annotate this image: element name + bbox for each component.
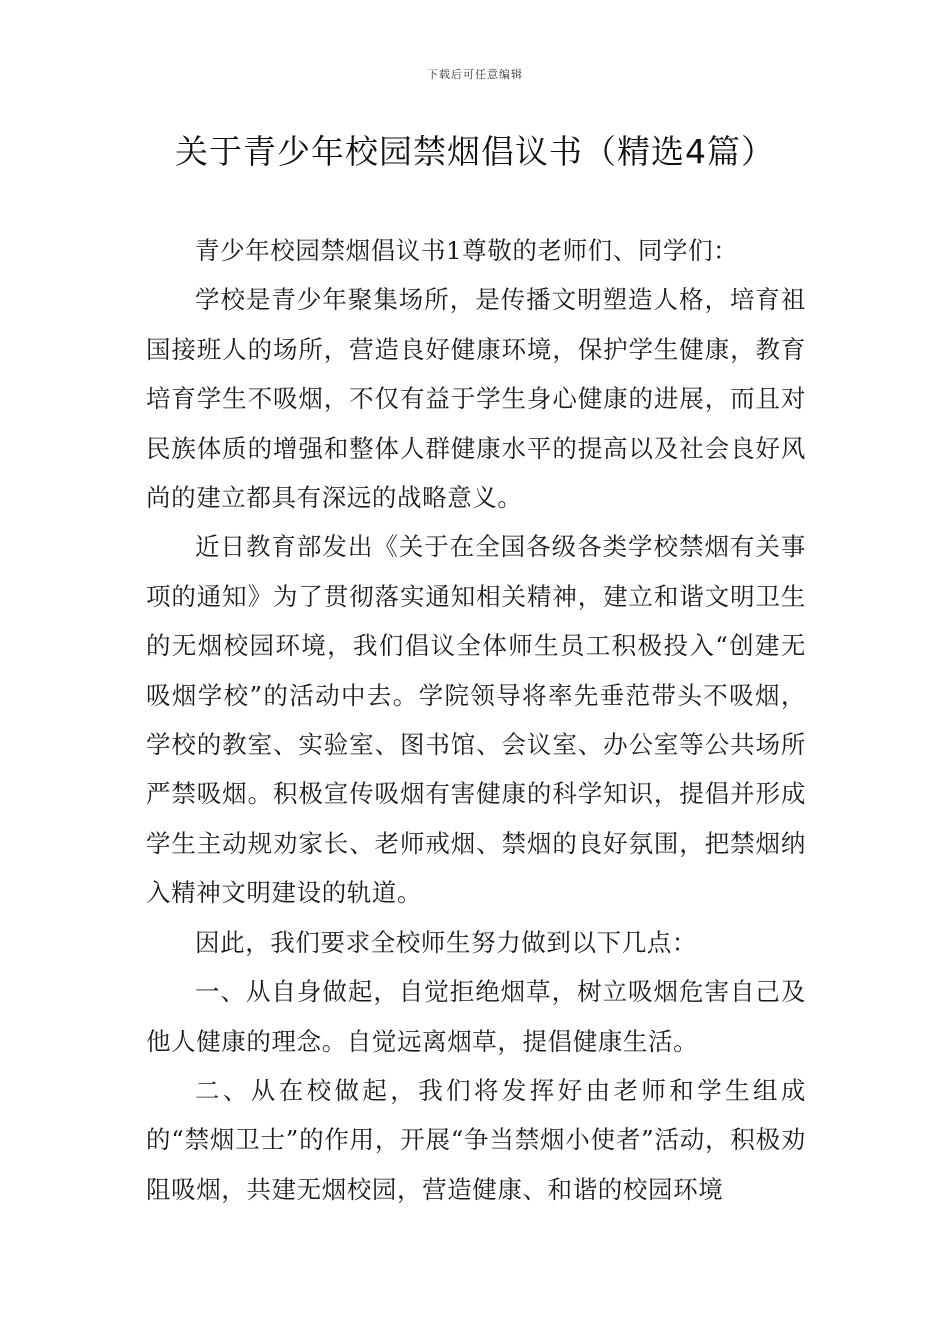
paragraph-point-one: 一、从自身做起，自觉拒绝烟草，树立吸烟危害自己及他人健康的理念。自觉远离烟草，提倡健康生活。 — [146, 977, 806, 1056]
document-body — [146, 226, 806, 1214]
document-title: 关于青少年校园禁烟倡议书（精选4篇） — [175, 132, 775, 171]
paragraph-requirements-intro: 因此，我们要求全校师生努力做到以下几点： — [195, 927, 697, 957]
header-note: 下载后可任意编辑 — [427, 68, 523, 81]
paragraph-salutation: 青少年校园禁烟倡议书1尊敬的老师们、同学们： — [195, 236, 739, 265]
paragraph-ministry-notice: 近日教育部发出《关于在全国各级各类学校禁烟有关事项的通知》为了贯彻落实通知相关精神，建立和谐文明卫生的无烟校园环境，我们倡议全体师生员工积极投入“创建无吸烟学校”的活动中去。学院领导将率先垂范带头不吸烟，学校的教室、实验室、图书馆、会议室、办公室等公共场所严禁吸烟。积极宣传吸烟有害健康的科学知识，提倡并形成学生主动规劝家长、老师戒烟、禁烟的良好氛围，把禁烟纳入精神文明建设的轨道。 — [146, 532, 806, 908]
paragraph-point-two: 二、从在校做起，我们将发挥好由老师和学生组成的“禁烟卫士”的作用，开展“争当禁烟小使者”活动，积极劝阻吸烟，共建无烟校园，营造健康、和谐的校园环境 — [146, 1075, 806, 1204]
paragraph-school-intro: 学校是青少年聚集场所，是传播文明塑造人格，培育祖国接班人的场所，营造良好健康环境，保护学生健康，教育培育学生不吸烟，不仅有益于学生身心健康的进展，而且对民族体质的增强和整体人群健康水平的提高以及社会良好风尚的建立都具有深远的战略意义。 — [146, 285, 806, 513]
